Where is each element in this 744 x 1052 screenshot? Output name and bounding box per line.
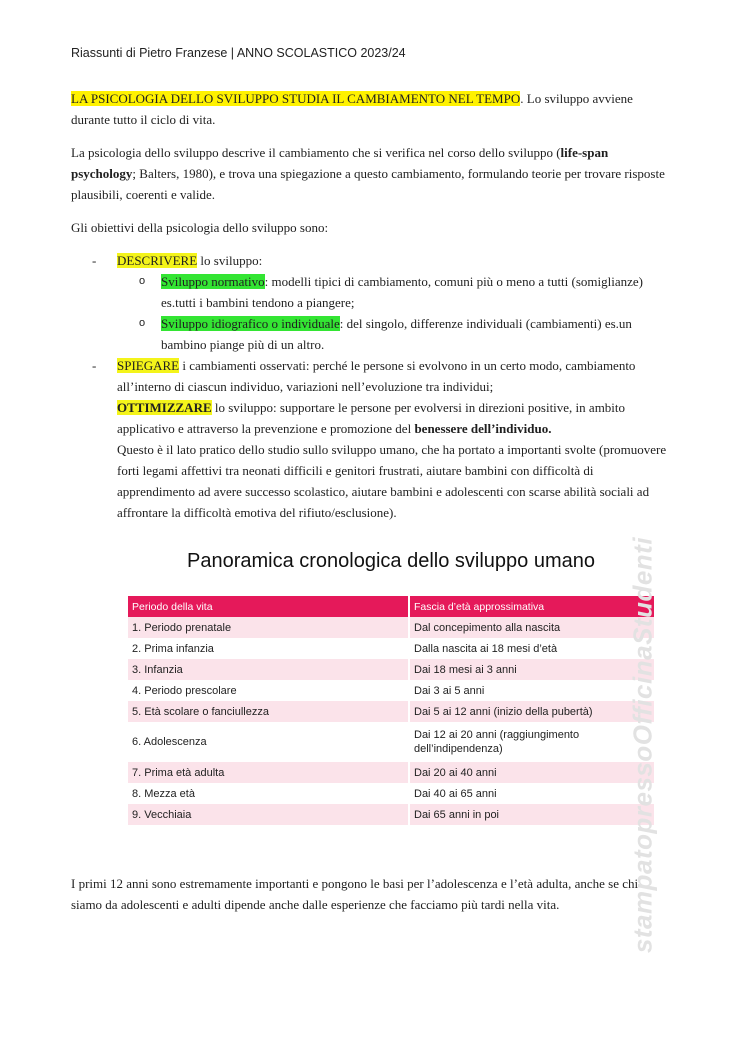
age-cell: Dai 18 mesi ai 3 anni	[409, 659, 654, 680]
age-cell: Dai 5 ai 12 anni (inizio della pubertà)	[409, 701, 654, 722]
objectives-intro: Gli obiettivi della psicologia dello sviluppo sono:	[71, 220, 329, 235]
age-cell: Dai 65 anni in poi	[409, 804, 654, 825]
objective-optimize-text: lo sviluppo: supportare le persone per evolversi in direzioni positive, in ambito applicativo e attraverso la prevenzione e promozione del	[117, 400, 626, 436]
objectives-list	[71, 250, 671, 523]
age-cell: Dai 12 ai 20 anni (raggiungimento dell’indipendenza)	[409, 722, 654, 762]
table-row	[128, 783, 654, 804]
table-header-row	[128, 596, 654, 617]
intro-text: . Lo sviluppo avviene durante tutto il ciclo di vita.	[71, 91, 633, 127]
table-row	[128, 701, 654, 722]
definition-term: life-span psychology	[71, 145, 609, 181]
sub-item-idiografico	[117, 313, 671, 355]
age-cell: Dai 40 ai 65 anni	[409, 783, 654, 804]
table-row	[128, 680, 654, 701]
table-row	[128, 804, 654, 825]
page-header: Riassunti di Pietro Franzese | ANNO SCOLASTICO 2023/24	[71, 46, 406, 60]
objective-describe-text: lo sviluppo:	[197, 253, 263, 268]
keyword-idiografico: Sviluppo idiografico o individuale	[161, 316, 340, 331]
sub-item-normativo	[117, 271, 671, 313]
keyword-explain: SPIEGARE	[117, 358, 180, 373]
describe-sublist	[117, 271, 671, 355]
objective-optimize	[117, 397, 671, 439]
watermark	[612, 530, 674, 960]
objective-explain-text: i cambiamenti osservati: perché le persone si evolvono in un certo modo, cambiamento all’interno di ciascun individuo, variazioni nell’evoluzione tra individui;	[117, 358, 636, 394]
period-cell: 9. Vecchiaia	[128, 804, 409, 825]
wellbeing-term: benessere dell’individuo.	[414, 421, 552, 436]
age-cell: Dal concepimento alla nascita	[409, 617, 654, 638]
definition-text-a: La psicologia dello sviluppo descrive il cambiamento che si verifica nel corso dello sviluppo (	[71, 145, 561, 160]
table-title: Panoramica cronologica dello sviluppo umano	[186, 550, 596, 572]
period-cell: 2. Prima infanzia	[128, 638, 409, 659]
period-cell: 8. Mezza età	[128, 783, 409, 804]
period-cell: 4. Periodo prescolare	[128, 680, 409, 701]
keyword-normativo: Sviluppo normativo	[161, 274, 265, 289]
table-row	[128, 638, 654, 659]
period-cell: 5. Età scolare o fanciullezza	[128, 701, 409, 722]
age-cell: Dalla nascita ai 18 mesi d’età	[409, 638, 654, 659]
period-cell: 3. Infanzia	[128, 659, 409, 680]
objective-explain	[71, 355, 671, 523]
sub-item-idiografico-text: : del singolo, differenze individuali (cambiamenti) es.un bambino piange più di un altro.	[161, 316, 632, 352]
table-row	[128, 762, 654, 783]
table-row	[128, 659, 654, 680]
intro-paragraph	[71, 88, 671, 130]
closing-paragraph: I primi 12 anni sono estremamente importanti e pongono le basi per l’adolescenza e l’età adulta, anche se chi siamo da adolescenti e adulti dipende anche dalle esperienze che facciamo più tardi nella vita.	[71, 876, 639, 912]
sub-item-normativo-text: : modelli tipici di cambiamento, comuni più o meno a tutti (somiglianze) es.tutti i bambini tendono a piangere;	[161, 274, 644, 310]
practical-side-text: Questo è il lato pratico dello studio sullo sviluppo umano, che ha portato a importanti svolte (promuovere forti legami affettivi tra neonati difficili e genitori frustrati, aiutare bambini con difficoltà di apprendimento ad avere successo scolastico, aiutare bambini e adolescenti con scarse abilità sociali ad affrontare la difficoltà emotiva del rifiuto/esclusione).	[117, 442, 667, 520]
header-age-range: Fascia d’età approssimativa	[409, 596, 654, 617]
watermark-text: stampatopressoOfficinaStudenti	[627, 536, 658, 954]
period-cell: 7. Prima età adulta	[128, 762, 409, 783]
keyword-describe: DESCRIVERE	[117, 253, 198, 268]
definition-paragraph	[71, 142, 671, 205]
age-cell: Dai 3 ai 5 anni	[409, 680, 654, 701]
period-cell: 6. Adolescenza	[128, 722, 409, 762]
table-row	[128, 617, 654, 638]
keyword-optimize: OTTIMIZZARE	[117, 400, 212, 415]
chronology-table	[128, 596, 654, 825]
header-period: Periodo della vita	[128, 596, 409, 617]
intro-highlight: LA PSICOLOGIA DELLO SVILUPPO STUDIA IL CAMBIAMENTO NEL TEMPO	[71, 91, 521, 106]
objective-describe	[71, 250, 671, 355]
age-cell: Dai 20 ai 40 anni	[409, 762, 654, 783]
definition-text-c: ; Balters, 1980), e trova una spiegazione a questo cambiamento, formulando teorie per trovare risposte plausibili, coerenti e valide.	[71, 166, 665, 202]
main-content	[71, 88, 671, 523]
period-cell: 1. Periodo prenatale	[128, 617, 409, 638]
table-row	[128, 722, 654, 762]
